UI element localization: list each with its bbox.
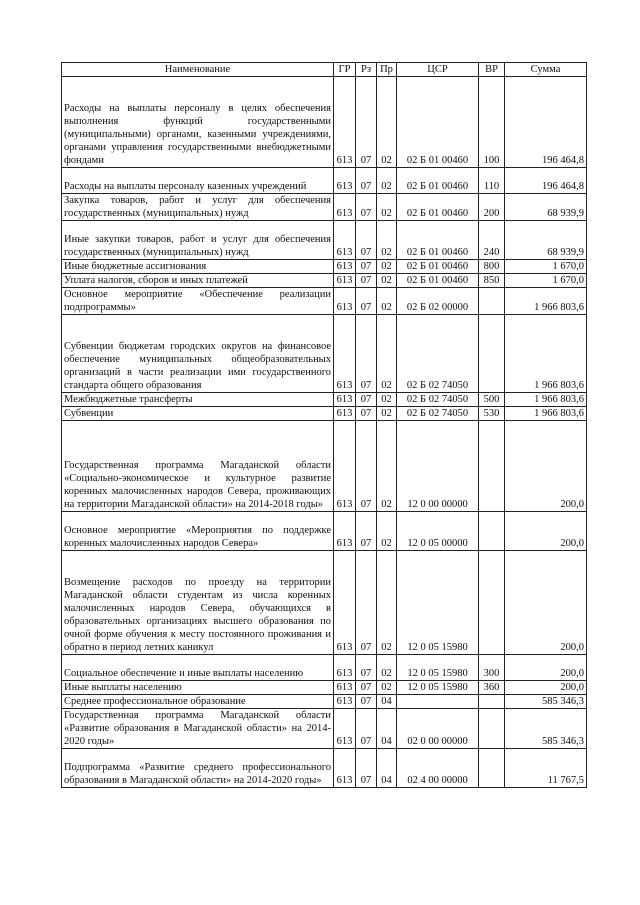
cell-vr: 800 <box>479 260 505 274</box>
cell-pr: 02 <box>377 512 397 551</box>
cell-vr: 850 <box>479 274 505 288</box>
table-body <box>62 77 587 788</box>
table-row <box>62 77 587 168</box>
cell-vr: 300 <box>479 655 505 681</box>
cell-gr: 613 <box>334 681 356 695</box>
cell-pr: 02 <box>377 393 397 407</box>
table-row <box>62 512 587 551</box>
cell-rz: 07 <box>356 274 377 288</box>
cell-vr: 240 <box>479 221 505 260</box>
table-row <box>62 695 587 709</box>
cell-name: Государственная программа Магаданской области «Развитие образования в Магаданской области» на 2014-2020 годы» <box>62 709 334 749</box>
cell-gr: 613 <box>334 77 356 168</box>
cell-vr: 530 <box>479 407 505 421</box>
cell-csr: 02 Б 01 00460 <box>397 221 479 260</box>
cell-vr <box>479 512 505 551</box>
cell-pr: 04 <box>377 749 397 788</box>
cell-csr: 02 Б 02 00000 <box>397 288 479 315</box>
cell-gr: 613 <box>334 168 356 194</box>
cell-csr: 02 Б 01 00460 <box>397 260 479 274</box>
cell-vr: 500 <box>479 393 505 407</box>
cell-rz: 07 <box>356 260 377 274</box>
cell-gr: 613 <box>334 695 356 709</box>
cell-sum: 585 346,3 <box>505 695 587 709</box>
cell-name: Основное мероприятие «Обеспечение реализации подпрограммы» <box>62 288 334 315</box>
cell-csr: 02 0 00 00000 <box>397 709 479 749</box>
cell-sum: 1 670,0 <box>505 274 587 288</box>
cell-csr: 12 0 00 00000 <box>397 421 479 512</box>
table-row <box>62 194 587 221</box>
cell-rz: 07 <box>356 749 377 788</box>
cell-gr: 613 <box>334 709 356 749</box>
cell-rz: 07 <box>356 421 377 512</box>
table-row <box>62 749 587 788</box>
header-pr: Пр <box>377 63 397 77</box>
cell-name: Субвенции бюджетам городских округов на финансовое обеспечение муниципальных общеобразовательных организаций в части реализации ими государственного стандарта общего образования <box>62 315 334 393</box>
cell-sum: 1 966 803,6 <box>505 407 587 421</box>
cell-name: Иные закупки товаров, работ и услуг для обеспечения государственных (муниципальных) нужд <box>62 221 334 260</box>
header-gr: ГР <box>334 63 356 77</box>
cell-sum: 196 464,8 <box>505 77 587 168</box>
cell-name: Закупка товаров, работ и услуг для обеспечения государственных (муниципальных) нужд <box>62 194 334 221</box>
cell-name: Основное мероприятие «Мероприятия по поддержке коренных малочисленных народов Севера» <box>62 512 334 551</box>
cell-rz: 07 <box>356 407 377 421</box>
cell-rz: 07 <box>356 681 377 695</box>
cell-pr: 02 <box>377 288 397 315</box>
cell-pr: 02 <box>377 77 397 168</box>
table-row <box>62 221 587 260</box>
cell-vr <box>479 709 505 749</box>
cell-gr: 613 <box>334 194 356 221</box>
header-rz: Рз <box>356 63 377 77</box>
table-row <box>62 260 587 274</box>
cell-pr: 04 <box>377 709 397 749</box>
cell-csr: 12 0 05 15980 <box>397 681 479 695</box>
cell-rz: 07 <box>356 655 377 681</box>
cell-rz: 07 <box>356 77 377 168</box>
cell-csr: 12 0 05 00000 <box>397 512 479 551</box>
cell-vr: 110 <box>479 168 505 194</box>
cell-name: Подпрограмма «Развитие среднего профессионального образования в Магаданской области» на 2014-2020 годы» <box>62 749 334 788</box>
table-row <box>62 407 587 421</box>
cell-csr: 12 0 05 15980 <box>397 655 479 681</box>
cell-vr <box>479 551 505 655</box>
cell-gr: 613 <box>334 749 356 788</box>
cell-gr: 613 <box>334 512 356 551</box>
table-row <box>62 655 587 681</box>
cell-vr <box>479 749 505 788</box>
cell-pr: 02 <box>377 221 397 260</box>
cell-rz: 07 <box>356 315 377 393</box>
cell-name: Социальное обеспечение и иные выплаты населению <box>62 655 334 681</box>
cell-name: Иные бюджетные ассигнования <box>62 260 334 274</box>
cell-sum: 200,0 <box>505 551 587 655</box>
cell-vr <box>479 288 505 315</box>
cell-name: Расходы на выплаты персоналу казенных учреждений <box>62 168 334 194</box>
cell-gr: 613 <box>334 551 356 655</box>
table-row <box>62 421 587 512</box>
table-row <box>62 168 587 194</box>
cell-pr: 02 <box>377 274 397 288</box>
cell-pr: 02 <box>377 681 397 695</box>
cell-sum: 1 670,0 <box>505 260 587 274</box>
cell-sum: 1 966 803,6 <box>505 315 587 393</box>
cell-name: Иные выплаты населению <box>62 681 334 695</box>
table-row <box>62 681 587 695</box>
table-row <box>62 393 587 407</box>
cell-csr: 02 Б 02 74050 <box>397 407 479 421</box>
header-name: Наименование <box>62 63 334 77</box>
header-row <box>62 63 587 77</box>
cell-name: Субвенции <box>62 407 334 421</box>
table-row <box>62 709 587 749</box>
header-csr: ЦСР <box>397 63 479 77</box>
cell-csr <box>397 695 479 709</box>
header-sum: Сумма <box>505 63 587 77</box>
table-row <box>62 315 587 393</box>
cell-pr: 02 <box>377 407 397 421</box>
cell-sum: 200,0 <box>505 512 587 551</box>
cell-csr: 02 Б 02 74050 <box>397 393 479 407</box>
cell-pr: 02 <box>377 194 397 221</box>
table-row <box>62 274 587 288</box>
cell-csr: 02 Б 02 74050 <box>397 315 479 393</box>
cell-csr: 02 Б 01 00460 <box>397 77 479 168</box>
cell-rz: 07 <box>356 512 377 551</box>
cell-gr: 613 <box>334 407 356 421</box>
cell-sum: 1 966 803,6 <box>505 393 587 407</box>
cell-sum: 1 966 803,6 <box>505 288 587 315</box>
cell-gr: 613 <box>334 288 356 315</box>
cell-pr: 02 <box>377 551 397 655</box>
cell-name: Межбюджетные трансферты <box>62 393 334 407</box>
cell-pr: 04 <box>377 695 397 709</box>
cell-sum: 200,0 <box>505 681 587 695</box>
cell-gr: 613 <box>334 274 356 288</box>
table-row <box>62 551 587 655</box>
cell-vr <box>479 315 505 393</box>
cell-sum: 68 939,9 <box>505 221 587 260</box>
cell-gr: 613 <box>334 655 356 681</box>
cell-rz: 07 <box>356 393 377 407</box>
cell-pr: 02 <box>377 315 397 393</box>
cell-pr: 02 <box>377 421 397 512</box>
cell-sum: 200,0 <box>505 421 587 512</box>
cell-rz: 07 <box>356 551 377 655</box>
cell-pr: 02 <box>377 655 397 681</box>
cell-name: Среднее профессиональное образование <box>62 695 334 709</box>
cell-csr: 02 Б 01 00460 <box>397 168 479 194</box>
cell-csr: 02 Б 01 00460 <box>397 274 479 288</box>
cell-gr: 613 <box>334 315 356 393</box>
cell-sum: 585 346,3 <box>505 709 587 749</box>
cell-sum: 11 767,5 <box>505 749 587 788</box>
cell-gr: 613 <box>334 260 356 274</box>
cell-pr: 02 <box>377 168 397 194</box>
cell-sum: 196 464,8 <box>505 168 587 194</box>
cell-rz: 07 <box>356 695 377 709</box>
cell-gr: 613 <box>334 221 356 260</box>
cell-rz: 07 <box>356 709 377 749</box>
cell-csr: 02 Б 01 00460 <box>397 194 479 221</box>
cell-sum: 200,0 <box>505 655 587 681</box>
cell-vr <box>479 695 505 709</box>
cell-rz: 07 <box>356 168 377 194</box>
cell-sum: 68 939,9 <box>505 194 587 221</box>
cell-vr: 100 <box>479 77 505 168</box>
cell-rz: 07 <box>356 221 377 260</box>
table-row <box>62 288 587 315</box>
budget-table <box>61 62 587 788</box>
cell-name: Расходы на выплаты персоналу в целях обеспечения выполнения функций государственными (муниципальными) органами, казенными учреждениями, органами управления государственными внебюджетными фондами <box>62 77 334 168</box>
header-vr: ВР <box>479 63 505 77</box>
cell-csr: 02 4 00 00000 <box>397 749 479 788</box>
cell-vr <box>479 421 505 512</box>
cell-gr: 613 <box>334 421 356 512</box>
cell-vr: 360 <box>479 681 505 695</box>
cell-name: Возмещение расходов по проезду на территории Магаданской области студентам из числа коренных малочисленных народов Севера, обучающихся в образовательных организациях высшего образования по очной форме обучения к месту постоянного проживания и обратно в период летних каникул <box>62 551 334 655</box>
cell-pr: 02 <box>377 260 397 274</box>
cell-vr: 200 <box>479 194 505 221</box>
cell-rz: 07 <box>356 194 377 221</box>
cell-csr: 12 0 05 15980 <box>397 551 479 655</box>
cell-name: Уплата налогов, сборов и иных платежей <box>62 274 334 288</box>
cell-name: Государственная программа Магаданской области «Социально-экономическое и культурное развитие коренных малочисленных народов Севера, проживающих на территории Магаданской области» на 2014-2018 годы» <box>62 421 334 512</box>
cell-rz: 07 <box>356 288 377 315</box>
cell-gr: 613 <box>334 393 356 407</box>
